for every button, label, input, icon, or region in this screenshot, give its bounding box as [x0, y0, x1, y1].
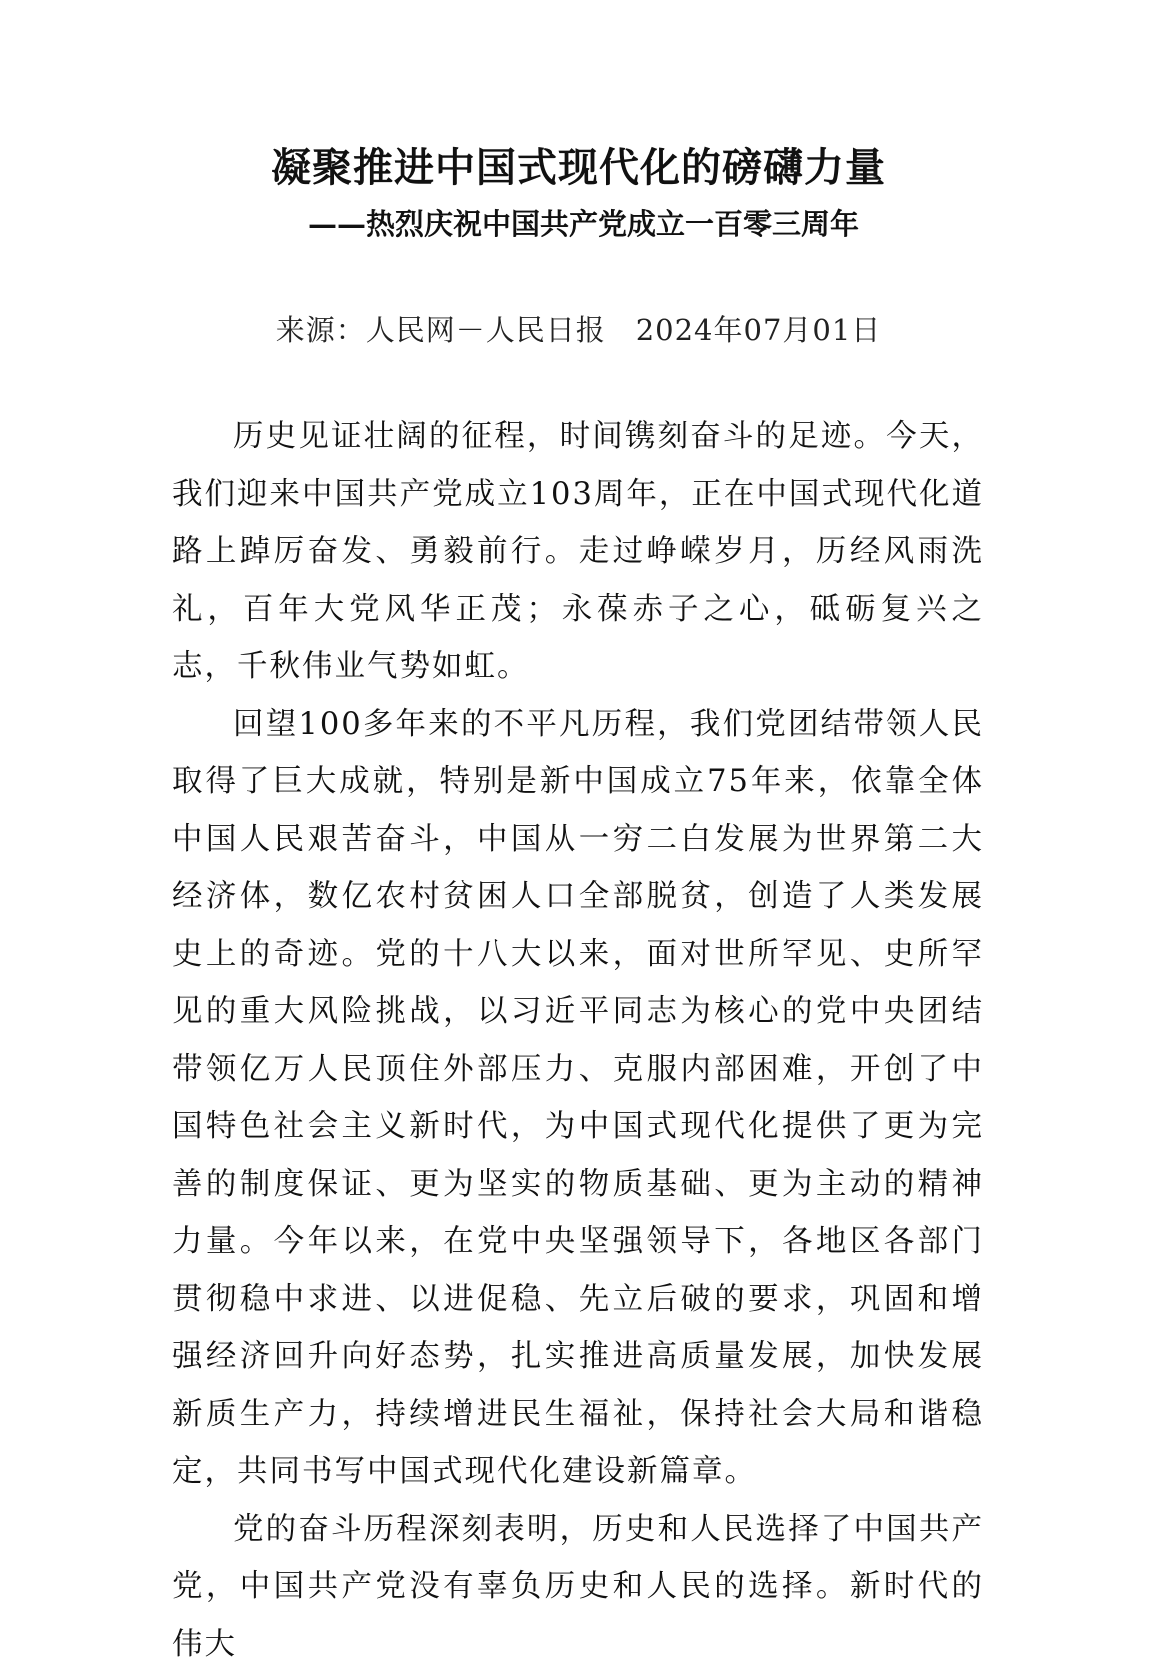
article-subtitle: ——热烈庆祝中国共产党成立一百零三周年 — [0, 204, 1157, 244]
paragraph-3: 党的奋斗历程深刻表明，历史和人民选择了中国共产党，中国共产党没有辜负历史和人民的选择。新时代的伟大 — [172, 1501, 984, 1673]
paragraph-1: 历史见证壮阔的征程，时间镌刻奋斗的足迹。今天，我们迎来中国共产党成立103周年，正在中国式现代化道路上踔厉奋发、勇毅前行。走过峥嵘岁月，历经风雨洗礼，百年大党风华正茂；永葆赤子之心，砥砺复兴之志，千秋伟业气势如虹。 — [172, 408, 984, 696]
article-source-line: 来源：人民网－人民日报 2024年07月01日 — [0, 308, 1157, 352]
article-title: 凝聚推进中国式现代化的磅礴力量 — [0, 140, 1157, 196]
paragraph-2: 回望100多年来的不平凡历程，我们党团结带领人民取得了巨大成就，特别是新中国成立75年来，依靠全体中国人民艰苦奋斗，中国从一穷二白发展为世界第二大经济体，数亿农村贫困人口全部脱贫，创造了人类发展史上的奇迹。党的十八大以来，面对世所罕见、史所罕见的重大风险挑战，以习近平同志为核心的党中央团结带领亿万人民顶住外部压力、克服内部困难，开创了中国特色社会主义新时代，为中国式现代化提供了更为完善的制度保证、更为坚实的物质基础、更为主动的精神力量。今年以来，在党中央坚强领导下，各地区各部门贯彻稳中求进、以进促稳、先立后破的要求，巩固和增强经济回升向好态势，扎实推进高质量发展，加快发展新质生产力，持续增进民生福祉，保持社会大局和谐稳定，共同书写中国式现代化建设新篇章。 — [172, 696, 984, 1501]
article-body — [172, 408, 984, 1673]
